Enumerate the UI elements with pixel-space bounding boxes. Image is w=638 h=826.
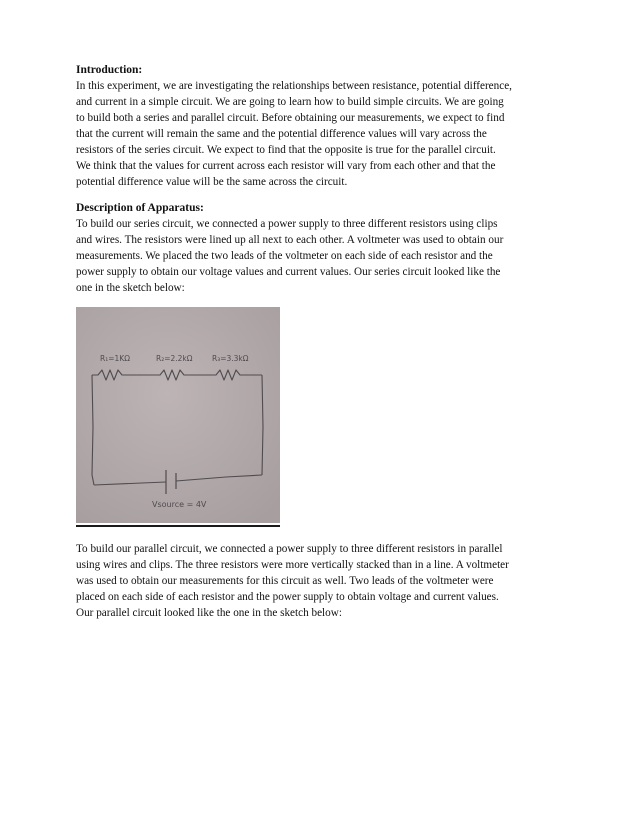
- text-line: potential difference value will be the same across the circuit.: [76, 176, 348, 188]
- voltage-source-label: Vsource = 4V: [152, 500, 207, 509]
- text-line: and wires. The resistors were lined up all next to each other. A voltmeter was used to obtain our: [76, 234, 504, 246]
- text-line: that the current will remain the same and the potential difference values will vary across the: [76, 128, 487, 140]
- document-content: [76, 62, 566, 621]
- text-line: To build our parallel circuit, we connected a power supply to three different resistors in parallel: [76, 543, 503, 555]
- resistor-1-label: R₁=1KΩ: [100, 354, 130, 363]
- text-line: placed on each side of each resistor and the power supply to obtain voltage and current values.: [76, 591, 499, 603]
- text-line: To build our series circuit, we connected a power supply to three different resistors using clips: [76, 218, 498, 230]
- sketch-paper: [76, 307, 280, 523]
- apparatus-heading: Description of Apparatus:: [76, 202, 204, 214]
- text-line: resistors of the series circuit. We expect to find that the opposite is true for the parallel circuit.: [76, 144, 496, 156]
- text-line: and current in a simple circuit. We are going to learn how to build simple circuits. We are going: [76, 96, 504, 108]
- text-line: power supply to obtain our voltage values and current values. Our series circuit looked like the: [76, 266, 501, 278]
- text-line: Our parallel circuit looked like the one in the sketch below:: [76, 607, 342, 619]
- introduction-heading: Introduction:: [76, 64, 143, 76]
- text-line: one in the sketch below:: [76, 282, 185, 294]
- introduction-paragraph: [76, 78, 566, 190]
- apparatus-paragraph: [76, 216, 566, 296]
- resistor-2-label: R₂=2.2kΩ: [156, 354, 193, 363]
- text-line: We think that the values for current across each resistor will vary from each other and that the: [76, 160, 496, 172]
- text-line: was used to obtain our measurements for this circuit as well. Two leads of the voltmeter were: [76, 575, 494, 587]
- text-line: using wires and clips. The three resistors were more vertically stacked than in a line. A voltmeter: [76, 559, 509, 571]
- text-line: to build both a series and parallel circuit. Before obtaining our measurements, we expect to find: [76, 112, 505, 124]
- series-circuit-sketch: [76, 307, 280, 527]
- parallel-paragraph: [76, 541, 566, 621]
- resistor-3-label: R₃=3.3kΩ: [212, 354, 249, 363]
- text-line: In this experiment, we are investigating the relationships between resistance, potential difference,: [76, 80, 512, 92]
- text-line: measurements. We placed the two leads of the voltmeter on each side of each resistor and the: [76, 250, 493, 262]
- series-circuit-photo: [76, 307, 280, 523]
